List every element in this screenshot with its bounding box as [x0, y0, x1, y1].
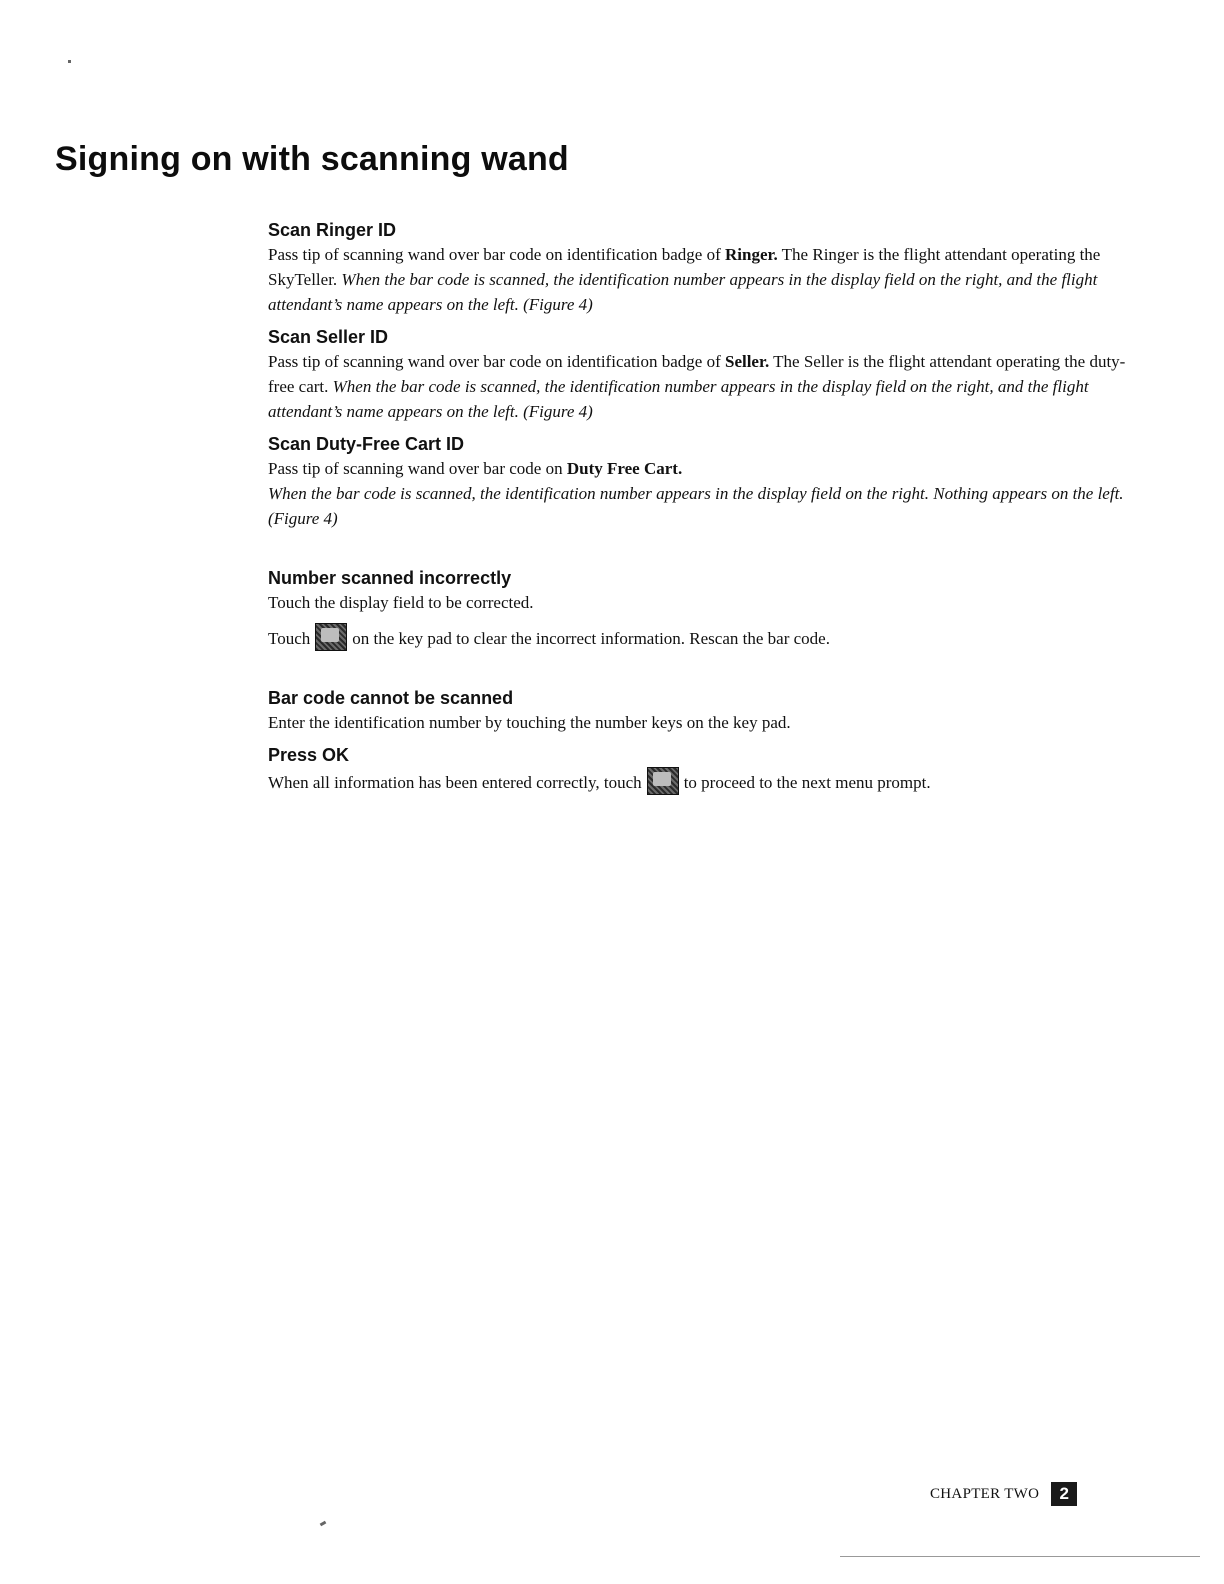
- section-scan-cart-id: [268, 432, 1148, 531]
- body-text: When all information has been entered correctly, touch: [268, 773, 642, 792]
- section-body: Touch the display field to be corrected.: [268, 593, 534, 612]
- body-text: on the key pad to clear the incorrect information. Rescan the bar code.: [352, 629, 830, 648]
- section-heading: Scan Duty-Free Cart ID: [268, 434, 465, 454]
- section-bar-code-cannot-be-scanned: [268, 686, 1148, 735]
- clear-key-icon: [315, 623, 347, 651]
- body-text: Pass tip of scanning wand over bar code on identification badge of: [268, 352, 725, 371]
- section-scan-seller-id: [268, 325, 1148, 424]
- section-heading: Number scanned incorrectly: [268, 568, 512, 588]
- section-body: Enter the identification number by touching the number keys on the key pad.: [268, 713, 791, 732]
- section-heading: Scan Seller ID: [268, 327, 389, 347]
- section-body: [268, 242, 1148, 317]
- page-footer: [930, 1482, 1077, 1506]
- scan-speck: [68, 60, 71, 63]
- section-number-scanned-incorrectly: [268, 566, 1148, 651]
- section-body: [268, 623, 1148, 651]
- section-scan-ringer-id: [268, 218, 1148, 317]
- body-text: The Seller is the flight attendant operating the duty-free cart.: [268, 352, 1126, 396]
- italic-note: When the bar code is scanned, the identification number appears in the display field on the right, and the flight attendant’s name appears on the left. (Figure 4): [268, 377, 1089, 421]
- bold-term: Ringer.: [724, 245, 778, 264]
- ok-key-icon: [647, 767, 679, 795]
- body-text: Pass tip of scanning wand over bar code on: [268, 459, 567, 478]
- section-heading: Scan Ringer ID: [268, 220, 397, 240]
- bold-term: Duty Free Cart.: [566, 459, 683, 478]
- chapter-label: CHAPTER TWO: [930, 1485, 1040, 1502]
- scan-speck: [320, 1521, 327, 1527]
- section-heading: Bar code cannot be scanned: [268, 688, 514, 708]
- italic-note: When the bar code is scanned, the identification number appears in the display field on the right. Nothing appears on the left. (Figure 4): [268, 484, 1124, 528]
- body-text: to proceed to the next menu prompt.: [683, 773, 931, 792]
- body-text: The Ringer is the flight attendant operating the SkyTeller.: [268, 245, 1101, 289]
- section-body: [268, 349, 1148, 424]
- section-body: [268, 456, 1148, 481]
- body-text: Pass tip of scanning wand over bar code on identification badge of: [268, 245, 725, 264]
- italic-note: When the bar code is scanned, the identification number appears in the display field on the right, and the flight attendant’s name appears on the left. (Figure 4): [268, 270, 1098, 314]
- page-title: Signing on with scanning wand: [55, 140, 569, 178]
- bold-term: Seller.: [724, 352, 770, 371]
- page-number-badge: 2: [1051, 1482, 1077, 1506]
- body-text: Touch: [268, 629, 311, 648]
- section-heading: Press OK: [268, 745, 350, 765]
- section-press-ok: [268, 743, 1148, 795]
- main-content: [268, 218, 1148, 795]
- section-body: [268, 767, 1148, 795]
- scan-edge-line: [840, 1556, 1200, 1557]
